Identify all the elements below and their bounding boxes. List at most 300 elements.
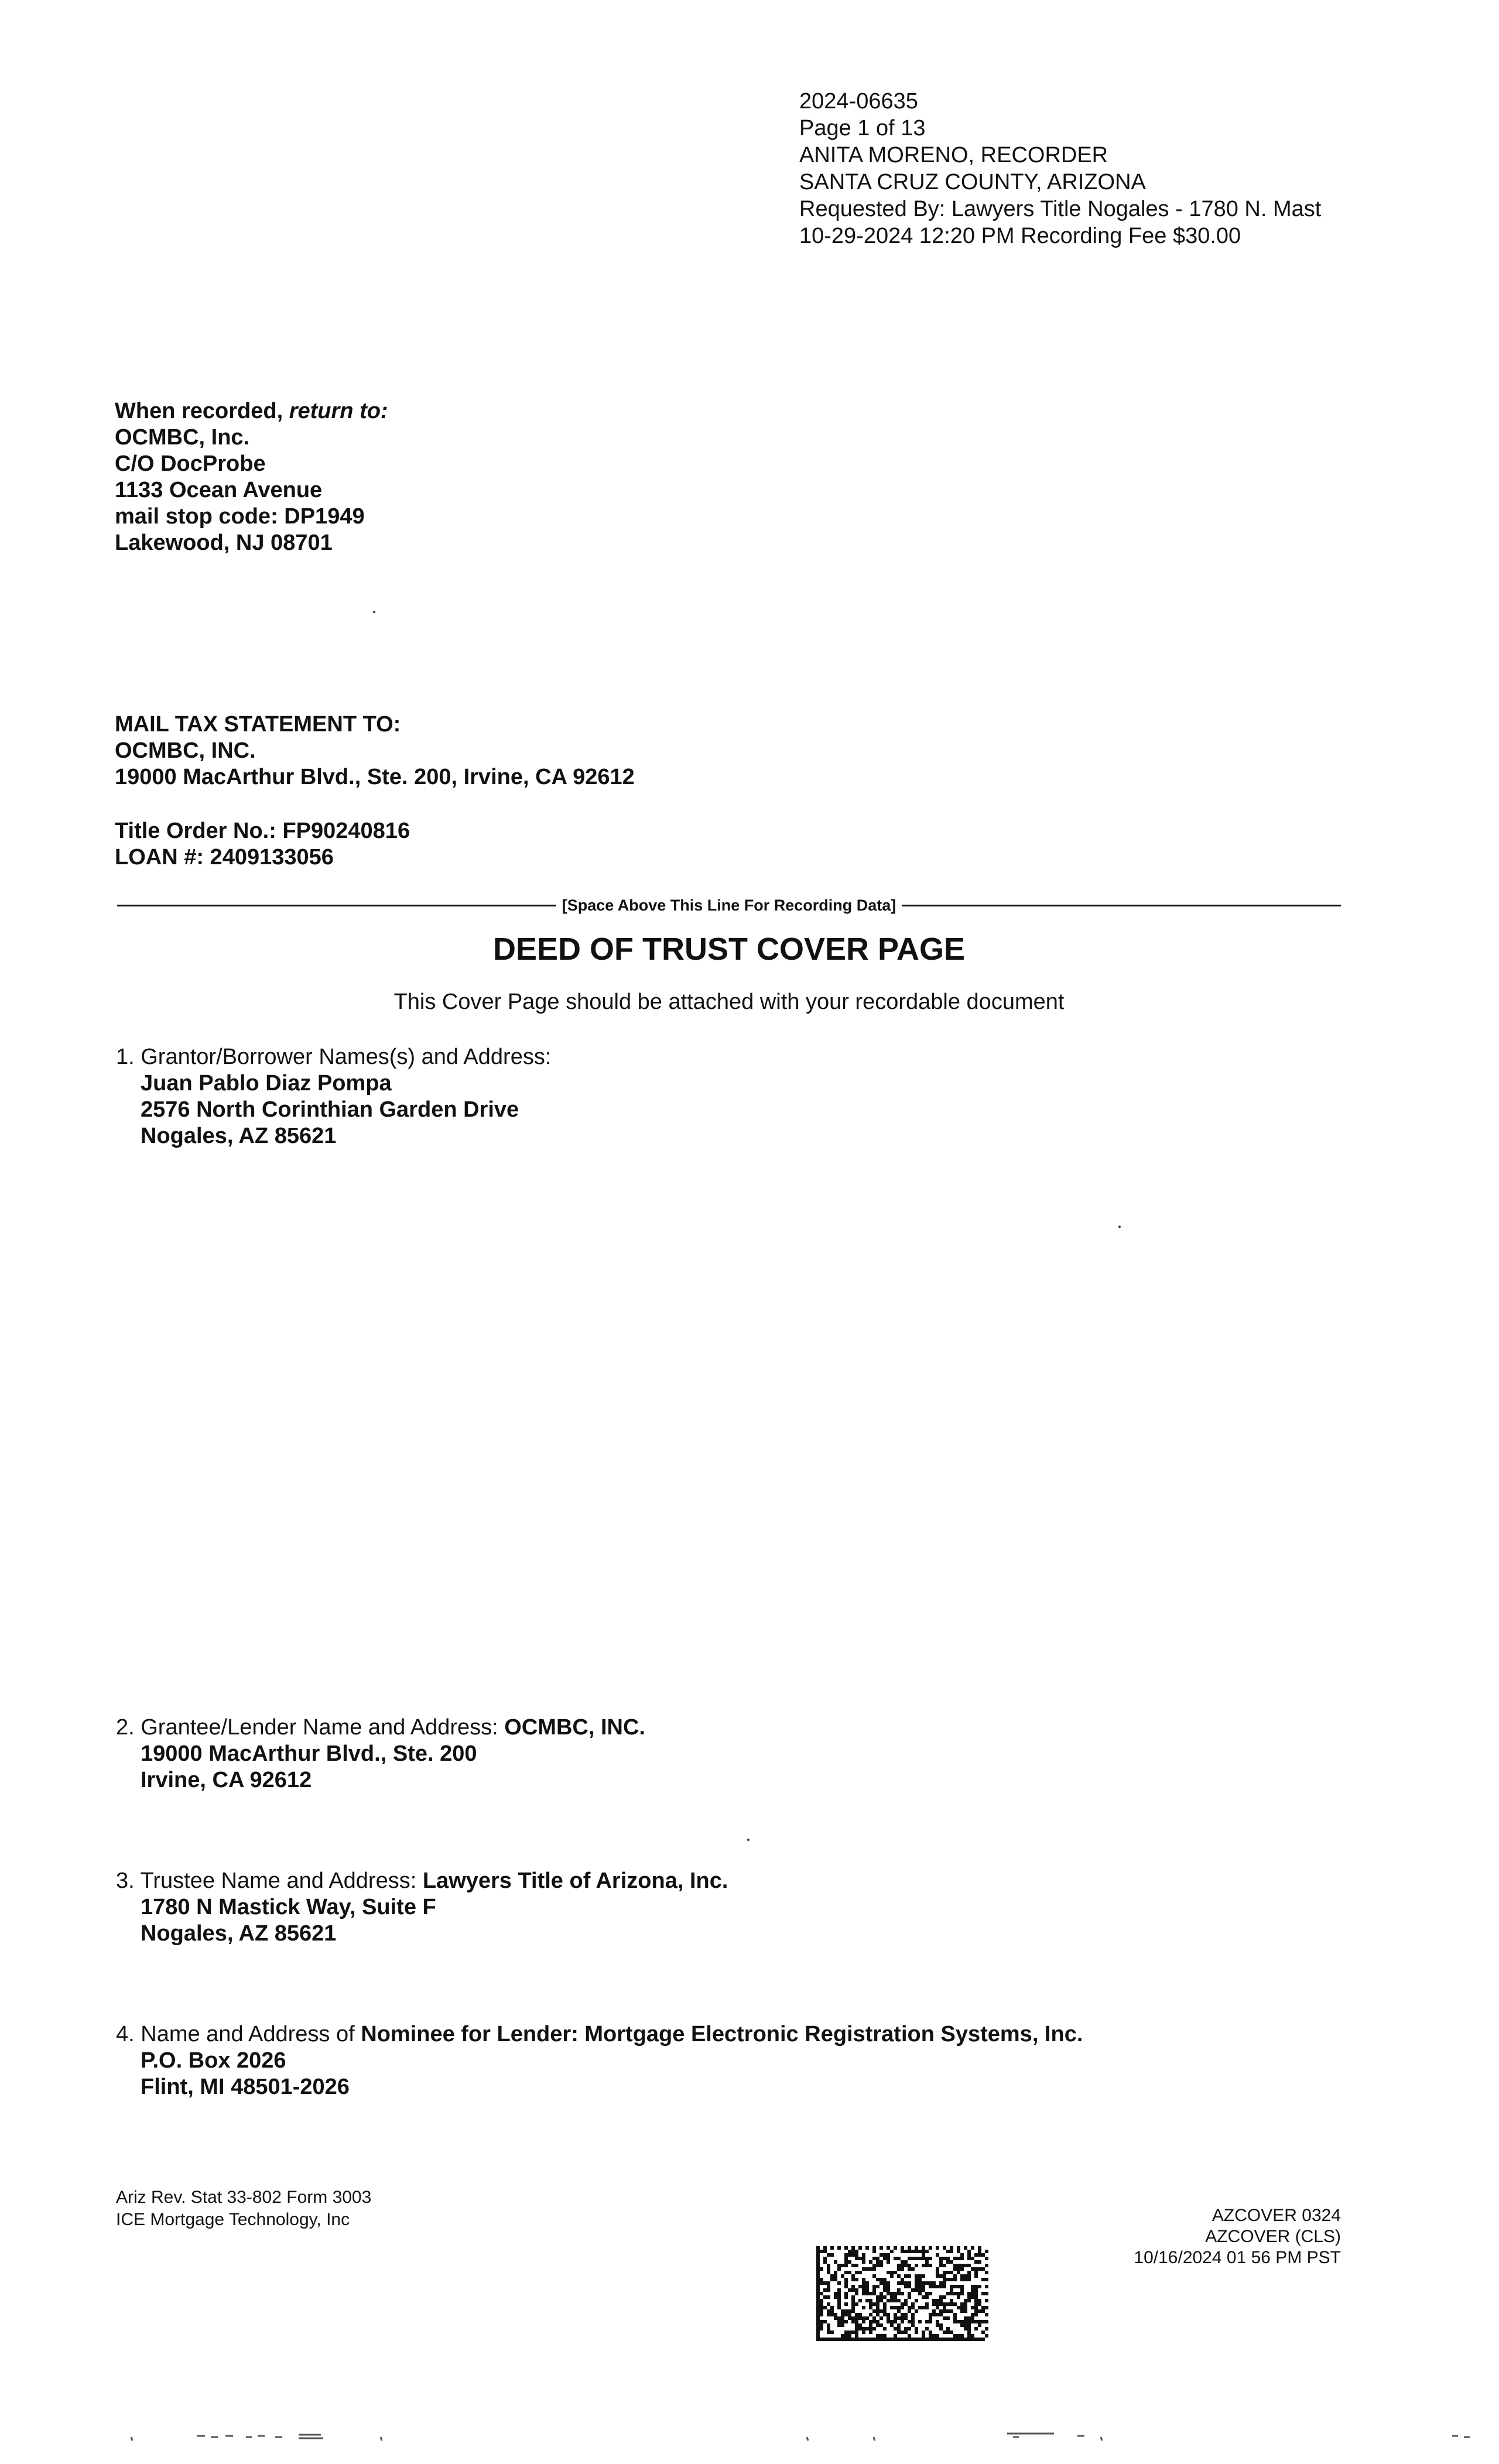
barcode-module — [855, 2292, 858, 2295]
barcode-module — [855, 2302, 858, 2306]
barcode-module — [950, 2246, 953, 2250]
barcode-module — [827, 2330, 830, 2334]
barcode-module — [848, 2253, 851, 2257]
barcode-module — [960, 2264, 964, 2267]
barcode-module — [844, 2302, 848, 2306]
barcode-module — [974, 2271, 978, 2274]
barcode-module — [901, 2281, 904, 2285]
barcode-module — [897, 2257, 901, 2260]
barcode-module — [816, 2313, 820, 2316]
barcode-module — [879, 2246, 883, 2250]
barcode-module — [936, 2334, 939, 2338]
barcode-module — [855, 2253, 858, 2257]
barcode-module — [908, 2264, 911, 2267]
footer-right — [1134, 2205, 1341, 2268]
barcode-module — [820, 2327, 823, 2330]
barcode-module — [967, 2330, 971, 2334]
barcode-module — [946, 2338, 950, 2341]
barcode-module — [901, 2330, 904, 2334]
barcode-module — [876, 2278, 879, 2281]
barcode-module — [943, 2316, 946, 2320]
barcode-module — [823, 2257, 827, 2260]
barcode-module — [837, 2288, 841, 2292]
barcode-module — [837, 2338, 841, 2341]
barcode-module — [887, 2288, 890, 2292]
barcode-module — [950, 2271, 953, 2274]
return-heading-a: When recorded, — [115, 399, 289, 423]
barcode-module — [946, 2271, 950, 2274]
barcode-module — [901, 2267, 904, 2271]
barcode-module — [943, 2274, 946, 2278]
barcode-module — [939, 2313, 943, 2316]
barcode-module — [872, 2309, 876, 2313]
rule-right — [902, 905, 1341, 906]
barcode-module — [855, 2250, 858, 2253]
barcode-module — [925, 2306, 929, 2309]
barcode-module — [925, 2292, 929, 2295]
barcode-module — [865, 2292, 869, 2295]
barcode-module — [985, 2250, 988, 2253]
return-heading-b: return to: — [289, 399, 388, 423]
barcode-module — [967, 2334, 971, 2338]
barcode-module — [943, 2246, 946, 2250]
barcode-module — [967, 2292, 971, 2295]
barcode-module — [981, 2292, 985, 2295]
barcode-module — [816, 2274, 820, 2278]
barcode-module — [830, 2278, 834, 2281]
barcode-module — [855, 2257, 858, 2260]
barcode-module — [922, 2338, 925, 2341]
barcode-module — [858, 2271, 862, 2274]
barcode-module — [946, 2278, 950, 2281]
barcode-module — [960, 2257, 964, 2260]
barcode-module — [876, 2285, 879, 2288]
trustee-section — [116, 1868, 728, 1947]
barcode-module — [816, 2250, 820, 2253]
barcode-module — [844, 2246, 848, 2250]
barcode-module — [890, 2306, 894, 2309]
footer-left — [116, 2186, 371, 2231]
barcode-module — [827, 2281, 830, 2285]
barcode-module — [929, 2316, 932, 2320]
barcode-module — [872, 2274, 876, 2278]
barcode-module — [827, 2295, 830, 2299]
barcode-module — [971, 2313, 974, 2316]
barcode-module — [915, 2246, 918, 2250]
barcode-module — [887, 2292, 890, 2295]
barcode-module — [883, 2334, 887, 2338]
barcode-module — [985, 2257, 988, 2260]
form-company: ICE Mortgage Technology, Inc — [116, 2210, 350, 2229]
barcode-module — [971, 2246, 974, 2250]
barcode-module — [862, 2285, 865, 2288]
barcode-module — [862, 2316, 865, 2320]
barcode-module — [823, 2281, 827, 2285]
barcode-module — [827, 2338, 830, 2341]
barcode-module — [883, 2327, 887, 2330]
barcode-module — [851, 2285, 855, 2288]
barcode-module — [894, 2257, 897, 2260]
barcode-module — [823, 2288, 827, 2292]
barcode-module — [830, 2309, 834, 2313]
barcode-module — [922, 2253, 925, 2257]
barcode-module — [841, 2320, 844, 2323]
barcode-module — [851, 2306, 855, 2309]
barcode-module — [936, 2313, 939, 2316]
barcode-module — [922, 2281, 925, 2285]
barcode-module — [911, 2257, 915, 2260]
barcode-module — [816, 2316, 820, 2320]
barcode-module — [830, 2274, 834, 2278]
barcode-module — [876, 2299, 879, 2302]
barcode-module — [939, 2302, 943, 2306]
barcode-module — [894, 2338, 897, 2341]
barcode-module — [830, 2306, 834, 2309]
barcode-module — [922, 2306, 925, 2309]
barcode-module — [964, 2264, 967, 2267]
barcode-module — [932, 2299, 936, 2302]
barcode-module — [901, 2260, 904, 2264]
barcode-module — [827, 2309, 830, 2313]
barcode-module — [897, 2299, 901, 2302]
grantee-label: 2. Grantee/Lender Name and Address: — [116, 1715, 505, 1740]
barcode-module — [894, 2320, 897, 2323]
barcode-module — [879, 2278, 883, 2281]
barcode-module — [964, 2299, 967, 2302]
barcode-module — [943, 2278, 946, 2281]
barcode-module — [823, 2338, 827, 2341]
barcode-module — [953, 2267, 957, 2271]
barcode-module — [872, 2316, 876, 2320]
barcode-module — [837, 2302, 841, 2306]
barcode-module — [816, 2253, 820, 2257]
barcode-module — [953, 2264, 957, 2267]
barcode-module — [858, 2299, 862, 2302]
barcode-module — [953, 2274, 957, 2278]
county-name: SANTA CRUZ COUNTY, ARIZONA — [799, 170, 1146, 194]
barcode-module — [978, 2246, 981, 2250]
return-line: 1133 Ocean Avenue — [115, 478, 323, 502]
barcode-module — [890, 2323, 894, 2327]
barcode-module — [918, 2306, 922, 2309]
barcode-module — [946, 2327, 950, 2330]
barcode-module — [872, 2288, 876, 2292]
grantee-heading — [116, 1714, 645, 1741]
barcode-module — [816, 2330, 820, 2334]
grantor-section — [116, 1044, 551, 1149]
barcode-module — [971, 2306, 974, 2309]
barcode-module — [890, 2295, 894, 2299]
barcode-module — [844, 2253, 848, 2257]
barcode-module — [816, 2338, 820, 2341]
scan-speck — [747, 1839, 750, 1841]
barcode-module — [967, 2323, 971, 2327]
barcode-module — [964, 2306, 967, 2309]
form-timestamp: 10/16/2024 01 56 PM PST — [1134, 2248, 1341, 2267]
barcode-module — [929, 2330, 932, 2334]
barcode-module — [901, 2250, 904, 2253]
scan-speck — [1118, 1226, 1121, 1228]
barcode-module — [967, 2320, 971, 2323]
barcode-module — [876, 2338, 879, 2341]
barcode-module — [981, 2338, 985, 2341]
barcode-module — [974, 2253, 978, 2257]
barcode-module — [943, 2330, 946, 2334]
barcode-module — [908, 2338, 911, 2341]
barcode-module — [915, 2281, 918, 2285]
barcode-module — [883, 2295, 887, 2299]
barcode-module — [876, 2302, 879, 2306]
barcode-module — [943, 2295, 946, 2299]
barcode-module — [932, 2313, 936, 2316]
barcode-module — [971, 2292, 974, 2295]
barcode-module — [894, 2295, 897, 2299]
barcode-module — [901, 2313, 904, 2316]
barcode-module — [974, 2292, 978, 2295]
barcode-module — [894, 2327, 897, 2330]
barcode-module — [918, 2257, 922, 2260]
barcode-module — [939, 2338, 943, 2341]
barcode-module — [925, 2338, 929, 2341]
barcode-module — [918, 2320, 922, 2323]
barcode-module — [904, 2264, 908, 2267]
barcode-module — [848, 2250, 851, 2253]
barcode-module — [960, 2267, 964, 2271]
barcode-module — [929, 2292, 932, 2295]
barcode-module — [915, 2274, 918, 2278]
barcode-module — [939, 2264, 943, 2267]
barcode-module — [960, 2320, 964, 2323]
barcode-module — [950, 2278, 953, 2281]
nominee-name: Nominee for Lender: Mortgage Electronic Registration Systems, Inc. — [361, 2022, 1083, 2047]
barcode-module — [820, 2309, 823, 2313]
barcode-module — [943, 2285, 946, 2288]
barcode-module — [974, 2309, 978, 2313]
barcode-module — [936, 2274, 939, 2278]
return-to-block — [115, 398, 388, 556]
barcode-module — [946, 2250, 950, 2253]
barcode-module — [879, 2309, 883, 2313]
barcode-module — [823, 2320, 827, 2323]
barcode-module — [922, 2285, 925, 2288]
barcode-module — [936, 2306, 939, 2309]
barcode-module — [887, 2320, 890, 2323]
barcode-module — [922, 2274, 925, 2278]
barcode-module — [974, 2299, 978, 2302]
barcode-module — [883, 2313, 887, 2316]
barcode-module — [858, 2338, 862, 2341]
barcode-module — [872, 2338, 876, 2341]
barcode-module — [946, 2316, 950, 2320]
datamatrix-barcode-icon — [815, 2245, 988, 2342]
barcode-module — [943, 2281, 946, 2285]
barcode-module — [844, 2330, 848, 2334]
barcode-module — [841, 2264, 844, 2267]
grantee-section — [116, 1714, 645, 1794]
barcode-module — [978, 2299, 981, 2302]
barcode-module — [936, 2267, 939, 2271]
barcode-module — [939, 2274, 943, 2278]
barcode-module — [879, 2323, 883, 2327]
barcode-module — [887, 2285, 890, 2288]
barcode-module — [816, 2267, 820, 2271]
barcode-module — [820, 2306, 823, 2309]
barcode-module — [932, 2281, 936, 2285]
barcode-module — [848, 2316, 851, 2320]
trustee-label: 3. Trustee Name and Address: — [116, 1868, 423, 1893]
nominee-label: 4. Name and Address of — [116, 2022, 361, 2047]
barcode-module — [897, 2309, 901, 2313]
barcode-module — [981, 2330, 985, 2334]
barcode-module — [865, 2285, 869, 2288]
barcode-module — [904, 2338, 908, 2341]
barcode-module — [901, 2316, 904, 2320]
barcode-module — [936, 2271, 939, 2274]
barcode-module — [964, 2338, 967, 2341]
barcode-module — [960, 2334, 964, 2338]
barcode-module — [851, 2278, 855, 2281]
barcode-module — [950, 2292, 953, 2295]
barcode-module — [978, 2323, 981, 2327]
barcode-module — [904, 2302, 908, 2306]
barcode-module — [960, 2306, 964, 2309]
barcode-module — [820, 2320, 823, 2323]
barcode-module — [904, 2281, 908, 2285]
barcode-module — [816, 2281, 820, 2285]
barcode-module — [848, 2330, 851, 2334]
barcode-module — [978, 2302, 981, 2306]
barcode-module — [908, 2267, 911, 2271]
barcode-module — [834, 2338, 837, 2341]
barcode-module — [974, 2295, 978, 2299]
barcode-module — [922, 2295, 925, 2299]
barcode-module — [911, 2302, 915, 2306]
grantee-name: OCMBC, INC. — [504, 1715, 645, 1740]
barcode-module — [837, 2316, 841, 2320]
barcode-module — [967, 2327, 971, 2330]
barcode-module — [879, 2281, 883, 2285]
barcode-module — [883, 2253, 887, 2257]
barcode-module — [848, 2260, 851, 2264]
barcode-module — [876, 2257, 879, 2260]
barcode-module — [890, 2274, 894, 2278]
barcode-module — [816, 2299, 820, 2302]
barcode-module — [837, 2306, 841, 2309]
barcode-module — [848, 2313, 851, 2316]
barcode-module — [869, 2320, 872, 2323]
barcode-module — [946, 2302, 950, 2306]
barcode-module — [936, 2320, 939, 2323]
barcode-module — [862, 2281, 865, 2285]
barcode-module — [985, 2320, 988, 2323]
barcode-module — [908, 2250, 911, 2253]
barcode-module — [950, 2250, 953, 2253]
barcode-module — [946, 2257, 950, 2260]
barcode-module — [862, 2292, 865, 2295]
barcode-module — [865, 2299, 869, 2302]
barcode-module — [879, 2299, 883, 2302]
barcode-module — [985, 2292, 988, 2295]
barcode-module — [841, 2309, 844, 2313]
barcode-module — [922, 2330, 925, 2334]
barcode-module — [981, 2320, 985, 2323]
barcode-module — [837, 2295, 841, 2299]
barcode-module — [971, 2338, 974, 2341]
recorder-stamp — [799, 88, 1321, 249]
barcode-module — [887, 2313, 890, 2316]
barcode-module — [925, 2281, 929, 2285]
barcode-module — [974, 2285, 978, 2288]
barcode-module — [901, 2302, 904, 2306]
nominee-city: Flint, MI 48501-2026 — [141, 2075, 350, 2099]
barcode-module — [848, 2309, 851, 2313]
barcode-module — [841, 2334, 844, 2338]
barcode-module — [887, 2281, 890, 2285]
barcode-module — [964, 2278, 967, 2281]
barcode-module — [858, 2327, 862, 2330]
barcode-module — [971, 2288, 974, 2292]
barcode-module — [953, 2302, 957, 2306]
barcode-module — [890, 2292, 894, 2295]
barcode-module — [971, 2285, 974, 2288]
barcode-module — [985, 2264, 988, 2267]
trustee-heading — [116, 1868, 728, 1894]
barcode-module — [918, 2274, 922, 2278]
recording-space-label: [Space Above This Line For Recording Data] — [562, 896, 896, 914]
barcode-module — [862, 2267, 865, 2271]
barcode-module — [894, 2299, 897, 2302]
barcode-module — [855, 2316, 858, 2320]
barcode-module — [974, 2260, 978, 2264]
barcode-module — [967, 2264, 971, 2267]
barcode-module — [925, 2320, 929, 2323]
barcode-module — [939, 2299, 943, 2302]
barcode-module — [957, 2306, 960, 2309]
return-to-heading — [115, 398, 388, 425]
barcode-module — [904, 2274, 908, 2278]
barcode-module — [957, 2338, 960, 2341]
barcode-module — [953, 2338, 957, 2341]
barcode-module — [820, 2292, 823, 2295]
barcode-module — [911, 2320, 915, 2323]
barcode-module — [915, 2299, 918, 2302]
barcode-module — [929, 2285, 932, 2288]
form-code: AZCOVER 0324 — [1211, 2206, 1341, 2225]
barcode-module — [862, 2278, 865, 2281]
barcode-module — [837, 2323, 841, 2327]
barcode-module — [830, 2338, 834, 2341]
barcode-module — [823, 2250, 827, 2253]
barcode-module — [985, 2334, 988, 2338]
barcode-module — [890, 2320, 894, 2323]
barcode-module — [869, 2313, 872, 2316]
barcode-module — [950, 2338, 953, 2341]
barcode-module — [915, 2330, 918, 2334]
order-block — [115, 818, 410, 871]
barcode-module — [985, 2285, 988, 2288]
grantor-name: Juan Pablo Diaz Pompa — [141, 1071, 392, 1096]
barcode-module — [872, 2257, 876, 2260]
trustee-city: Nogales, AZ 85621 — [141, 1921, 337, 1946]
barcode-module — [932, 2334, 936, 2338]
barcode-module — [946, 2260, 950, 2264]
nominee-po-box: P.O. Box 2026 — [141, 2048, 286, 2073]
barcode-module — [960, 2292, 964, 2295]
barcode-module — [858, 2323, 862, 2327]
barcode-module — [876, 2306, 879, 2309]
barcode-module — [925, 2260, 929, 2264]
barcode-module — [971, 2267, 974, 2271]
